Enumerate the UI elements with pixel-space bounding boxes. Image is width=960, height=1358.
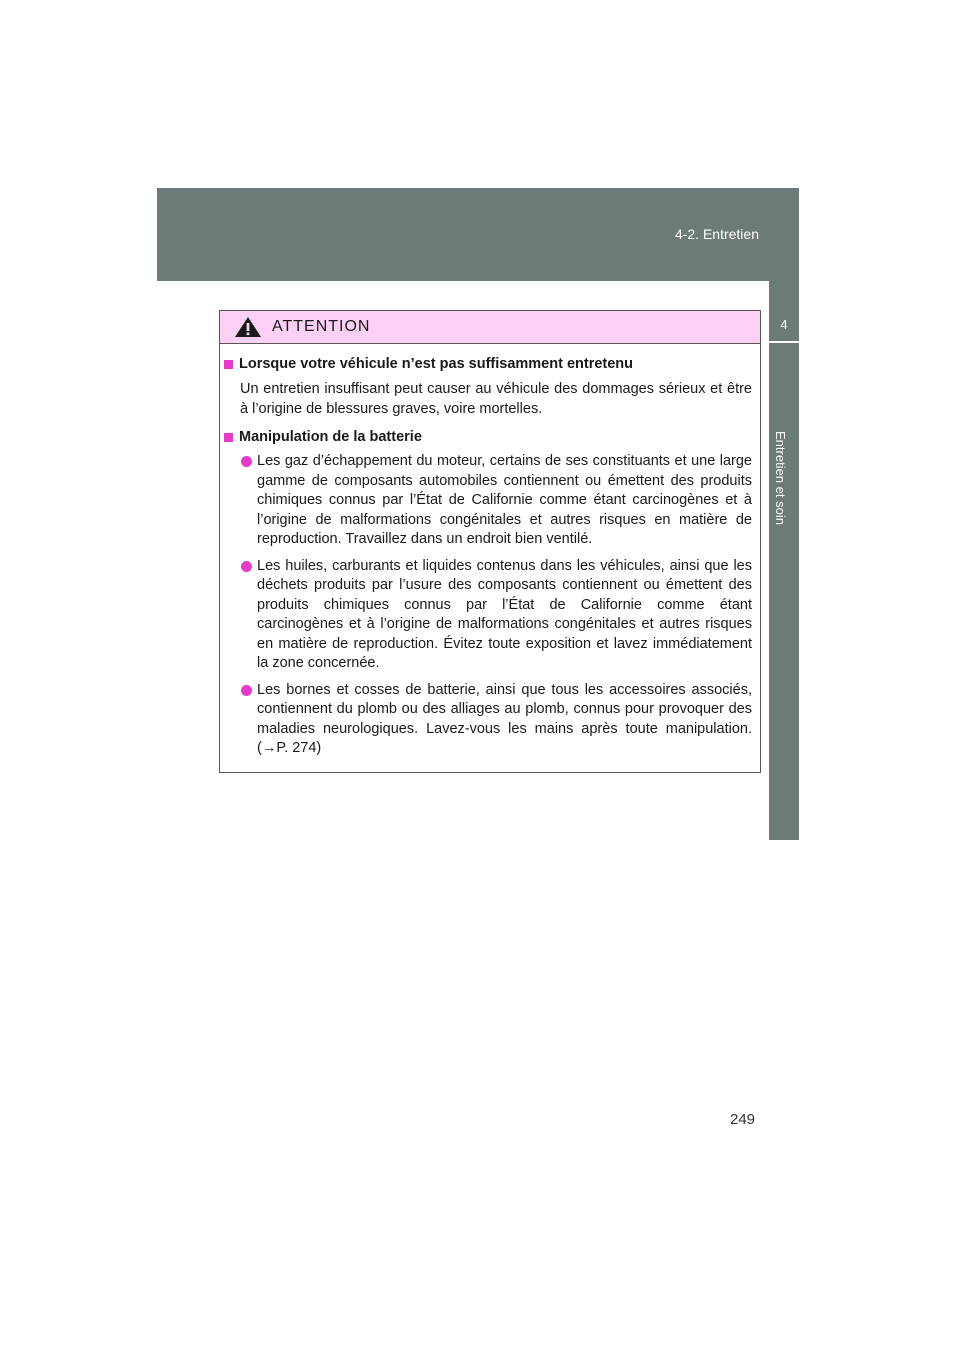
chapter-divider xyxy=(769,341,799,343)
heading-battery-text: Manipulation de la batterie xyxy=(239,429,422,445)
warning-triangle-icon xyxy=(234,316,262,338)
circle-bullet-icon xyxy=(241,456,252,467)
heading-maintenance-text: Lorsque votre véhicule n’est pas suffisamment entretenu xyxy=(239,356,634,372)
maintenance-paragraph: Un entretien insuffisant peut causer au véhicule des dommages sérieux et être à l’origine de blessures graves, voire mortelles. xyxy=(240,381,752,417)
list-item xyxy=(224,452,752,550)
warning-body xyxy=(220,344,760,759)
list-item xyxy=(224,681,752,759)
warning-box xyxy=(219,310,761,773)
chapter-side-tab xyxy=(769,281,799,840)
list-item xyxy=(224,557,752,674)
page-number: 249 xyxy=(730,1111,756,1128)
section-title: 4-2. Entretien xyxy=(674,226,759,242)
chapter-number: 4 xyxy=(780,317,788,332)
chapter-label: Entretien et soin xyxy=(773,431,788,525)
list-item-text: Les bornes et cosses de batterie, ainsi que tous les accessoires associés, contiennent du plomb ou des alliages au plomb, connus pour provoquer des maladies neurologiques. Lavez-vous les mains après toute manipulation. (→P. 274) xyxy=(257,681,752,756)
heading-battery xyxy=(224,429,752,445)
heading-maintenance xyxy=(224,356,752,372)
circle-bullet-icon xyxy=(241,685,252,696)
list-item-text: Les huiles, carburants et liquides contenus dans les véhicules, ainsi que les déchets produits par l’usure des composants contiennent ou émettent des produits chimiques connus par l’État de Californie comme étant carcinogènes et à l’origine de malformations congénitales et autres risques en matière de reproduction. Évitez toute exposition et lavez immédiatement la zone concernée. xyxy=(257,557,752,671)
circle-bullet-icon xyxy=(241,561,252,572)
square-bullet-icon xyxy=(224,360,233,369)
header-bar xyxy=(157,188,799,281)
square-bullet-icon xyxy=(224,433,233,442)
list-item-text: Les gaz d’échappement du moteur, certains de ses constituants et une large gamme de composants automobiles contiennent ou émettent des produits chimiques connus par l’État de Californie comme étant carcinogènes et à l’origine de malformations congénitales et autres risques en matière de reproduction. Travaillez dans un endroit bien ventilé. xyxy=(257,453,752,547)
warning-header xyxy=(220,311,760,344)
warning-title: ATTENTION xyxy=(272,318,371,335)
